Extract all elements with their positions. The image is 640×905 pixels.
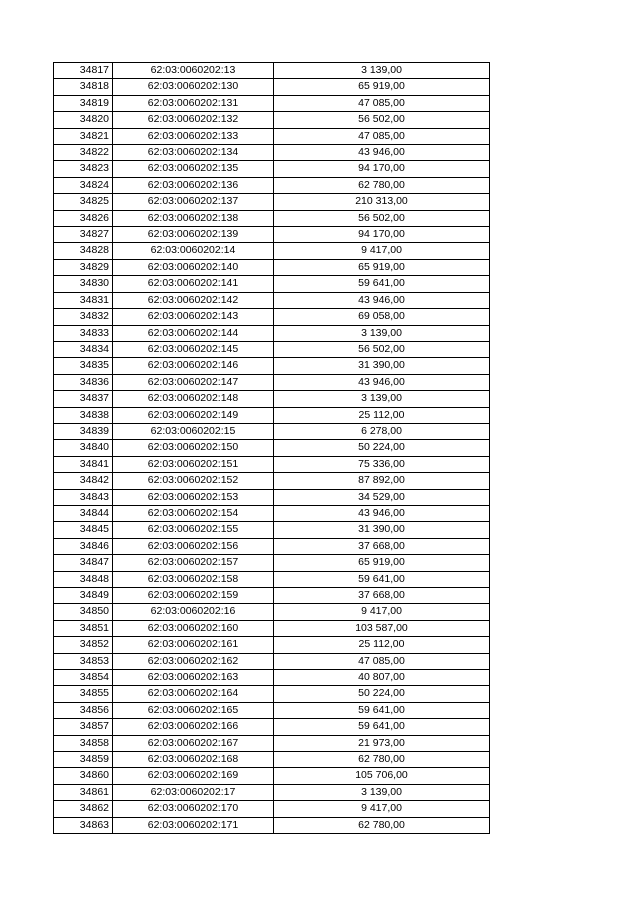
cadastral-value-cell: 37 668,00 (274, 588, 490, 604)
table-row (54, 292, 490, 308)
table-row (54, 571, 490, 587)
cadastral-value-cell: 62 780,00 (274, 177, 490, 193)
cadastral-number-cell: 62:03:0060202:131 (113, 95, 274, 111)
table-row (54, 440, 490, 456)
row-number-cell: 34818 (54, 79, 113, 95)
cadastral-number-cell: 62:03:0060202:168 (113, 752, 274, 768)
cadastral-number-cell: 62:03:0060202:156 (113, 538, 274, 554)
cadastral-number-cell: 62:03:0060202:157 (113, 555, 274, 571)
row-number-cell: 34819 (54, 95, 113, 111)
table-row (54, 112, 490, 128)
cadastral-value-cell: 62 780,00 (274, 817, 490, 833)
table-row (54, 588, 490, 604)
table-row (54, 391, 490, 407)
cadastral-number-cell: 62:03:0060202:139 (113, 227, 274, 243)
row-number-cell: 34842 (54, 473, 113, 489)
row-number-cell: 34825 (54, 194, 113, 210)
cadastral-value-cell: 62 780,00 (274, 752, 490, 768)
cadastral-number-cell: 62:03:0060202:141 (113, 276, 274, 292)
table-row (54, 801, 490, 817)
cadastral-value-cell: 59 641,00 (274, 276, 490, 292)
table-row (54, 817, 490, 833)
row-number-cell: 34851 (54, 620, 113, 636)
row-number-cell: 34828 (54, 243, 113, 259)
row-number-cell: 34848 (54, 571, 113, 587)
row-number-cell: 34854 (54, 670, 113, 686)
row-number-cell: 34863 (54, 817, 113, 833)
cadastral-value-cell: 31 390,00 (274, 522, 490, 538)
row-number-cell: 34834 (54, 341, 113, 357)
cadastral-value-cell: 65 919,00 (274, 79, 490, 95)
cadastral-value-cell: 59 641,00 (274, 571, 490, 587)
cadastral-number-cell: 62:03:0060202:136 (113, 177, 274, 193)
cadastral-number-cell: 62:03:0060202:170 (113, 801, 274, 817)
table-row (54, 620, 490, 636)
cadastral-number-cell: 62:03:0060202:140 (113, 259, 274, 275)
cadastral-number-cell: 62:03:0060202:169 (113, 768, 274, 784)
table-row (54, 325, 490, 341)
cadastral-value-cell: 75 336,00 (274, 456, 490, 472)
cadastral-value-cell: 59 641,00 (274, 702, 490, 718)
cadastral-value-cell: 21 973,00 (274, 735, 490, 751)
cadastral-number-cell: 62:03:0060202:162 (113, 653, 274, 669)
cadastral-value-cell: 3 139,00 (274, 63, 490, 79)
table-row (54, 210, 490, 226)
table-row (54, 522, 490, 538)
cadastral-value-cell: 94 170,00 (274, 227, 490, 243)
cadastral-number-cell: 62:03:0060202:165 (113, 702, 274, 718)
cadastral-number-cell: 62:03:0060202:152 (113, 473, 274, 489)
table-row (54, 423, 490, 439)
cadastral-value-cell: 43 946,00 (274, 292, 490, 308)
row-number-cell: 34837 (54, 391, 113, 407)
table-row (54, 374, 490, 390)
cadastral-value-cell: 50 224,00 (274, 686, 490, 702)
cadastral-number-cell: 62:03:0060202:166 (113, 719, 274, 735)
cadastral-number-cell: 62:03:0060202:16 (113, 604, 274, 620)
cadastral-value-cell: 9 417,00 (274, 243, 490, 259)
cadastral-number-cell: 62:03:0060202:13 (113, 63, 274, 79)
table-row (54, 637, 490, 653)
table-row (54, 653, 490, 669)
cadastral-number-cell: 62:03:0060202:155 (113, 522, 274, 538)
table-row (54, 259, 490, 275)
row-number-cell: 34838 (54, 407, 113, 423)
cadastral-number-cell: 62:03:0060202:163 (113, 670, 274, 686)
row-number-cell: 34846 (54, 538, 113, 554)
cadastral-value-cell: 50 224,00 (274, 440, 490, 456)
row-number-cell: 34836 (54, 374, 113, 390)
table-row (54, 456, 490, 472)
cadastral-value-cell: 6 278,00 (274, 423, 490, 439)
table-row (54, 145, 490, 161)
cadastral-value-cell: 3 139,00 (274, 325, 490, 341)
cadastral-value-cell: 43 946,00 (274, 505, 490, 521)
table-row (54, 768, 490, 784)
cadastral-number-cell: 62:03:0060202:142 (113, 292, 274, 308)
table-row (54, 358, 490, 374)
cadastral-value-cell: 31 390,00 (274, 358, 490, 374)
cadastral-number-cell: 62:03:0060202:17 (113, 784, 274, 800)
cadastral-value-cell: 47 085,00 (274, 128, 490, 144)
row-number-cell: 34832 (54, 309, 113, 325)
cadastral-value-cell: 56 502,00 (274, 341, 490, 357)
cadastral-value-cell: 25 112,00 (274, 637, 490, 653)
cadastral-value-cell: 87 892,00 (274, 473, 490, 489)
cadastral-number-cell: 62:03:0060202:133 (113, 128, 274, 144)
row-number-cell: 34841 (54, 456, 113, 472)
row-number-cell: 34845 (54, 522, 113, 538)
table-row (54, 177, 490, 193)
table-row (54, 752, 490, 768)
cadastral-value-cell: 40 807,00 (274, 670, 490, 686)
table-row (54, 604, 490, 620)
table-row (54, 686, 490, 702)
cadastral-number-cell: 62:03:0060202:171 (113, 817, 274, 833)
cadastral-number-cell: 62:03:0060202:153 (113, 489, 274, 505)
cadastral-number-cell: 62:03:0060202:150 (113, 440, 274, 456)
cadastral-number-cell: 62:03:0060202:135 (113, 161, 274, 177)
cadastral-number-cell: 62:03:0060202:167 (113, 735, 274, 751)
cadastral-number-cell: 62:03:0060202:137 (113, 194, 274, 210)
table-row (54, 309, 490, 325)
cadastral-number-cell: 62:03:0060202:148 (113, 391, 274, 407)
table-row (54, 194, 490, 210)
cadastral-number-cell: 62:03:0060202:138 (113, 210, 274, 226)
table-row (54, 341, 490, 357)
table-row (54, 79, 490, 95)
table-row (54, 227, 490, 243)
table-row (54, 63, 490, 79)
row-number-cell: 34849 (54, 588, 113, 604)
row-number-cell: 34826 (54, 210, 113, 226)
table-row (54, 670, 490, 686)
row-number-cell: 34844 (54, 505, 113, 521)
table-row (54, 489, 490, 505)
row-number-cell: 34839 (54, 423, 113, 439)
cadastral-value-table (53, 62, 490, 834)
table-row (54, 243, 490, 259)
table-row (54, 161, 490, 177)
cadastral-number-cell: 62:03:0060202:154 (113, 505, 274, 521)
table-row (54, 276, 490, 292)
row-number-cell: 34831 (54, 292, 113, 308)
row-number-cell: 34824 (54, 177, 113, 193)
table-row (54, 95, 490, 111)
table-row (54, 538, 490, 554)
row-number-cell: 34843 (54, 489, 113, 505)
row-number-cell: 34852 (54, 637, 113, 653)
table-row (54, 719, 490, 735)
table-row (54, 407, 490, 423)
cadastral-value-cell: 105 706,00 (274, 768, 490, 784)
cadastral-value-cell: 94 170,00 (274, 161, 490, 177)
cadastral-number-cell: 62:03:0060202:159 (113, 588, 274, 604)
row-number-cell: 34861 (54, 784, 113, 800)
cadastral-number-cell: 62:03:0060202:160 (113, 620, 274, 636)
cadastral-value-cell: 210 313,00 (274, 194, 490, 210)
cadastral-number-cell: 62:03:0060202:147 (113, 374, 274, 390)
cadastral-number-cell: 62:03:0060202:132 (113, 112, 274, 128)
cadastral-number-cell: 62:03:0060202:134 (113, 145, 274, 161)
row-number-cell: 34817 (54, 63, 113, 79)
row-number-cell: 34847 (54, 555, 113, 571)
table-row (54, 473, 490, 489)
cadastral-value-cell: 43 946,00 (274, 145, 490, 161)
row-number-cell: 34820 (54, 112, 113, 128)
cadastral-number-cell: 62:03:0060202:145 (113, 341, 274, 357)
row-number-cell: 34821 (54, 128, 113, 144)
cadastral-number-cell: 62:03:0060202:15 (113, 423, 274, 439)
row-number-cell: 34860 (54, 768, 113, 784)
row-number-cell: 34840 (54, 440, 113, 456)
cadastral-number-cell: 62:03:0060202:149 (113, 407, 274, 423)
cadastral-value-cell: 59 641,00 (274, 719, 490, 735)
row-number-cell: 34822 (54, 145, 113, 161)
row-number-cell: 34830 (54, 276, 113, 292)
cadastral-value-cell: 56 502,00 (274, 210, 490, 226)
row-number-cell: 34857 (54, 719, 113, 735)
cadastral-value-cell: 47 085,00 (274, 653, 490, 669)
cadastral-value-cell: 65 919,00 (274, 555, 490, 571)
cadastral-value-cell: 43 946,00 (274, 374, 490, 390)
table-row (54, 555, 490, 571)
cadastral-value-cell: 56 502,00 (274, 112, 490, 128)
cadastral-number-cell: 62:03:0060202:164 (113, 686, 274, 702)
table-row (54, 505, 490, 521)
cadastral-value-cell: 25 112,00 (274, 407, 490, 423)
cadastral-value-cell: 69 058,00 (274, 309, 490, 325)
table-row (54, 128, 490, 144)
cadastral-number-cell: 62:03:0060202:143 (113, 309, 274, 325)
table-row (54, 702, 490, 718)
row-number-cell: 34850 (54, 604, 113, 620)
cadastral-value-cell: 65 919,00 (274, 259, 490, 275)
cadastral-value-cell: 3 139,00 (274, 391, 490, 407)
cadastral-number-cell: 62:03:0060202:161 (113, 637, 274, 653)
row-number-cell: 34858 (54, 735, 113, 751)
row-number-cell: 34862 (54, 801, 113, 817)
cadastral-value-cell: 103 587,00 (274, 620, 490, 636)
cadastral-number-cell: 62:03:0060202:14 (113, 243, 274, 259)
row-number-cell: 34827 (54, 227, 113, 243)
row-number-cell: 34833 (54, 325, 113, 341)
row-number-cell: 34835 (54, 358, 113, 374)
cadastral-number-cell: 62:03:0060202:144 (113, 325, 274, 341)
row-number-cell: 34855 (54, 686, 113, 702)
cadastral-value-cell: 3 139,00 (274, 784, 490, 800)
cadastral-value-cell: 34 529,00 (274, 489, 490, 505)
table-row (54, 784, 490, 800)
cadastral-value-cell: 9 417,00 (274, 604, 490, 620)
cadastral-number-cell: 62:03:0060202:151 (113, 456, 274, 472)
cadastral-number-cell: 62:03:0060202:130 (113, 79, 274, 95)
row-number-cell: 34829 (54, 259, 113, 275)
cadastral-value-cell: 9 417,00 (274, 801, 490, 817)
row-number-cell: 34853 (54, 653, 113, 669)
cadastral-number-cell: 62:03:0060202:146 (113, 358, 274, 374)
row-number-cell: 34856 (54, 702, 113, 718)
table-body (54, 63, 490, 834)
table-row (54, 735, 490, 751)
cadastral-value-cell: 47 085,00 (274, 95, 490, 111)
row-number-cell: 34859 (54, 752, 113, 768)
row-number-cell: 34823 (54, 161, 113, 177)
cadastral-value-cell: 37 668,00 (274, 538, 490, 554)
cadastral-number-cell: 62:03:0060202:158 (113, 571, 274, 587)
